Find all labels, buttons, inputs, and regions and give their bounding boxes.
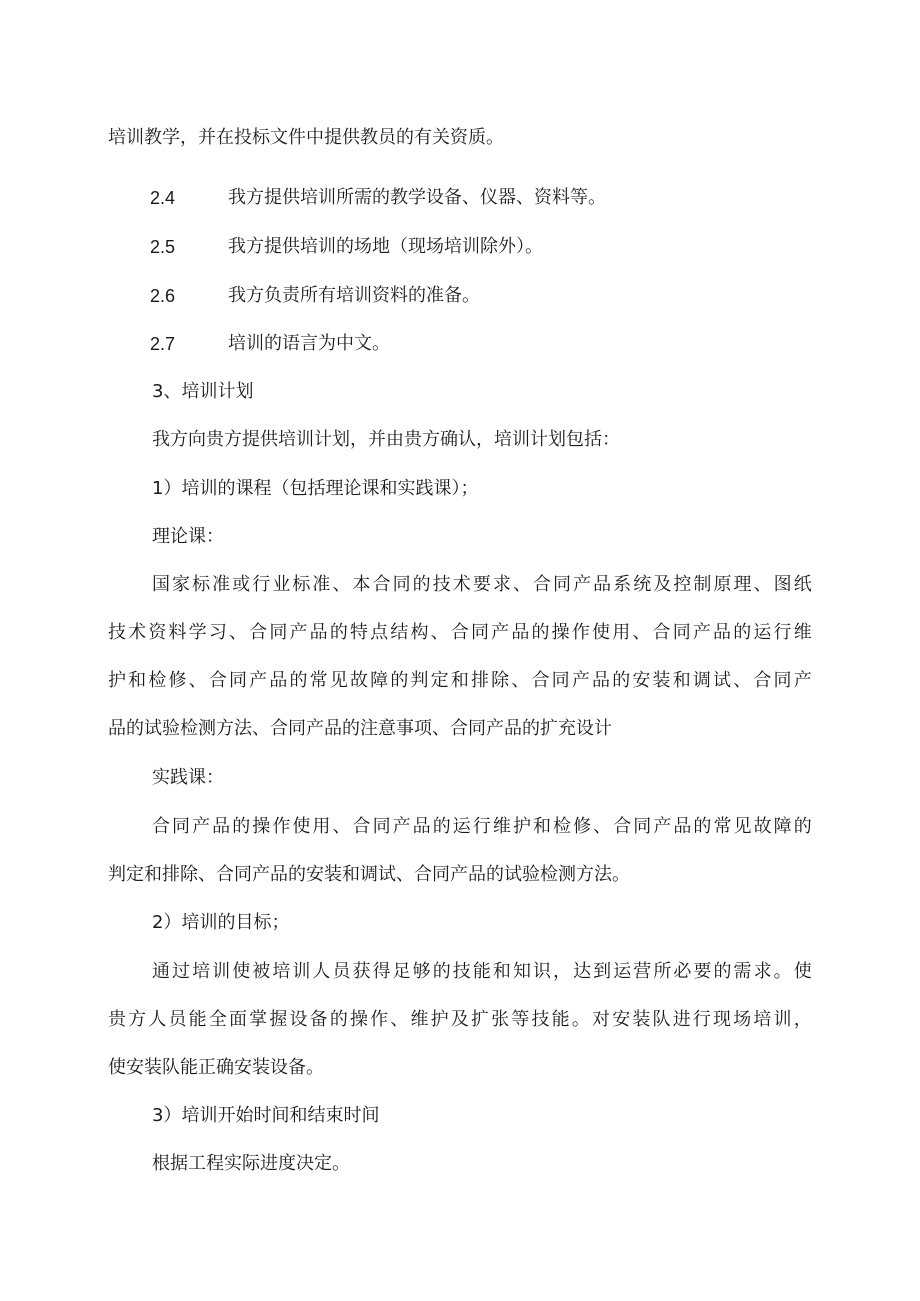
item-number: 2.7 [150, 334, 176, 354]
practice-line: 判定和排除、合同产品的安装和调试、合同产品的试验检测方法。 [108, 864, 630, 885]
item-text: 我方负责所有培训资料的准备。 [228, 285, 480, 306]
item-number: 2.6 [150, 286, 176, 306]
theory-line: 护和检修、合同产品的常见故障的判定和排除、合同产品的安装和调试、合同产 [108, 670, 814, 691]
theory-line: 品的试验检测方法、合同产品的注意事项、合同产品的扩充设计 [108, 718, 612, 739]
theory-line: 国家标准或行业标准、本合同的技术要求、合同产品系统及控制原理、图纸 [152, 574, 814, 595]
item-number: 2.4 [150, 188, 176, 208]
item-text: 我方提供培训所需的教学设备、仪器、资料等。 [228, 187, 606, 208]
course-heading: 1）培训的课程（包括理论课和实践课）； [152, 478, 479, 499]
theory-line: 技术资料学习、合同产品的特点结构、合同产品的操作使用、合同产品的运行维 [108, 622, 814, 643]
intro-line: 培训教学，并在投标文件中提供教员的有关资质。 [108, 127, 504, 148]
practice-label: 实践课： [152, 767, 224, 788]
item-text: 培训的语言为中文。 [228, 333, 390, 354]
goal-line: 使安装队能正确安装设备。 [108, 1057, 324, 1078]
plan-intro: 我方向贵方提供培训计划，并由贵方确认，培训计划包括： [152, 429, 620, 450]
goal-line: 贵方人员能全面掌握设备的操作、维护及扩张等技能。对安装队进行现场培训， [108, 1009, 814, 1030]
time-text: 根据工程实际进度决定。 [152, 1153, 350, 1174]
goal-heading: 2）培训的目标； [152, 912, 290, 933]
item-number: 2.5 [150, 237, 176, 257]
section-heading: 3、培训计划 [152, 381, 254, 402]
time-heading: 3）培训开始时间和结束时间 [152, 1105, 380, 1126]
goal-line: 通过培训使被培训人员获得足够的技能和知识，达到运营所必要的需求。使 [152, 961, 814, 982]
item-text: 我方提供培训的场地（现场培训除外）。 [228, 236, 543, 257]
theory-label: 理论课： [152, 526, 224, 547]
practice-line: 合同产品的操作使用、合同产品的运行维护和检修、合同产品的常见故障的 [152, 816, 814, 837]
